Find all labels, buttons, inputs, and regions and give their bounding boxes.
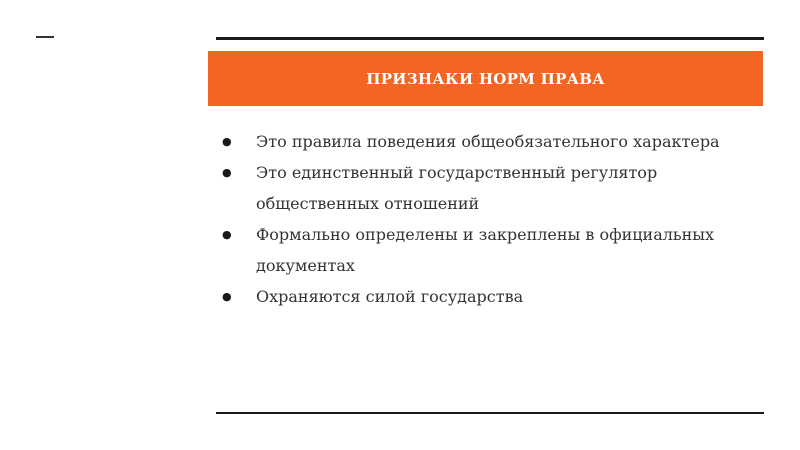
bullet-dot-icon: ● xyxy=(222,135,232,148)
bullet-item xyxy=(222,281,762,312)
top-divider-line xyxy=(216,37,764,40)
title-banner xyxy=(208,51,763,106)
bullet-text: Это правила поведения общеобязательного характера xyxy=(256,132,720,151)
bullet-dot-icon: ● xyxy=(222,166,232,179)
bullet-item xyxy=(222,126,762,157)
bullet-item xyxy=(222,157,762,219)
slide-title: ПРИЗНАКИ НОРМ ПРАВА xyxy=(366,69,605,88)
corner-dash-decoration xyxy=(36,36,54,38)
bullet-item xyxy=(222,219,762,281)
bullet-text: Охраняются силой государства xyxy=(256,287,524,306)
bullet-text: Это единственный государственный регулятор общественных отношений xyxy=(256,163,658,213)
bullet-dot-icon: ● xyxy=(222,228,232,241)
bullet-list xyxy=(222,126,762,312)
bottom-divider-line xyxy=(216,412,764,414)
bullet-dot-icon: ● xyxy=(222,290,232,303)
bullet-text: Формально определены и закреплены в официальных документах xyxy=(256,225,715,275)
